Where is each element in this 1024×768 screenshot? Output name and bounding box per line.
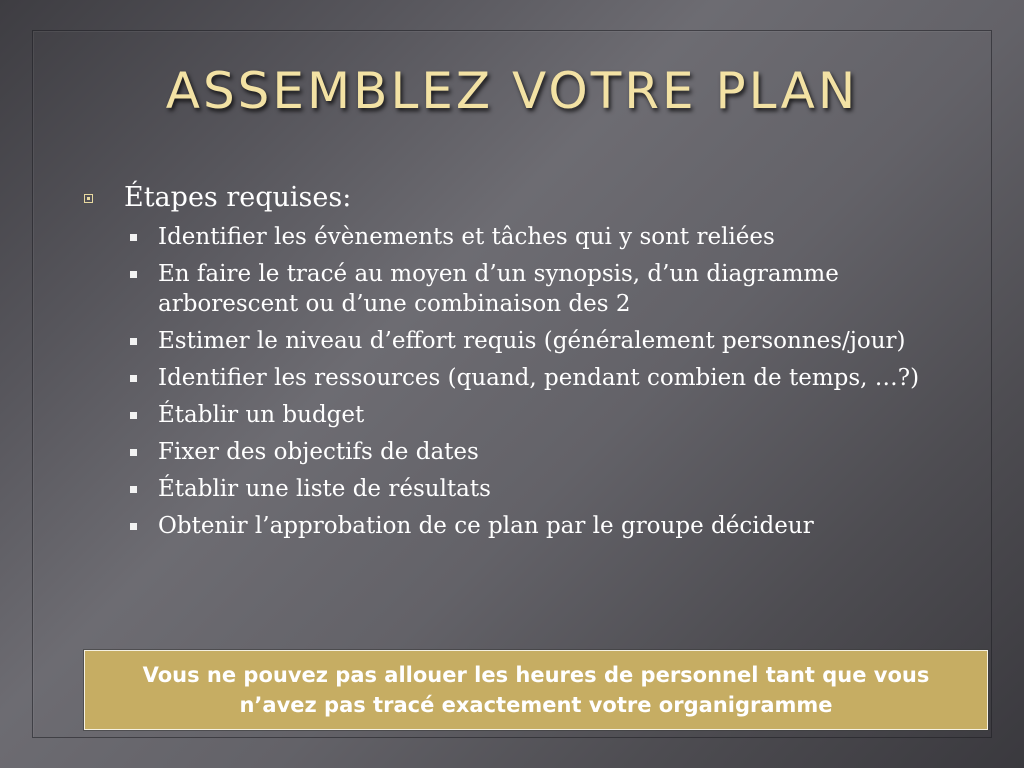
step-item	[158, 400, 940, 430]
step-text: Fixer des objectifs de dates	[158, 439, 479, 465]
bullet-icon	[130, 449, 137, 456]
notice-text: Vous ne pouvez pas allouer les heures de personnel tant que vous n’avez pas tracé exactement votre organigramme	[142, 663, 930, 717]
step-text: Établir une liste de résultats	[158, 476, 491, 502]
step-item	[158, 363, 940, 393]
notice-box	[84, 650, 988, 730]
bullet-icon	[130, 375, 137, 382]
step-item	[158, 511, 940, 541]
step-text: Identifier les ressources (quand, pendant combien de temps, …?)	[158, 365, 920, 391]
step-item	[158, 259, 940, 319]
square-bullet-icon	[84, 194, 93, 203]
step-text: Obtenir l’approbation de ce plan par le groupe décideur	[158, 513, 814, 539]
step-text: Identifier les évènements et tâches qui y sont reliées	[158, 224, 775, 250]
step-item	[158, 437, 940, 467]
bullet-icon	[130, 338, 137, 345]
step-text: Estimer le niveau d’effort requis (généralement personnes/jour)	[158, 328, 906, 354]
bullet-icon	[130, 486, 137, 493]
step-item	[158, 222, 940, 252]
steps-list	[80, 222, 940, 541]
slide-content	[80, 180, 940, 548]
step-item	[158, 474, 940, 504]
bullet-icon	[130, 412, 137, 419]
step-text: En faire le tracé au moyen d’un synopsis, d’un diagramme arborescent ou d’une combinaison des 2	[158, 261, 839, 317]
bullet-icon	[130, 271, 137, 278]
bullet-icon	[130, 234, 137, 241]
step-text: Établir un budget	[158, 402, 365, 428]
bullet-icon	[130, 523, 137, 530]
main-point-text: Étapes requises:	[124, 182, 352, 213]
step-item	[158, 326, 940, 356]
main-point	[80, 180, 940, 216]
slide-title: ASSEMBLEZ VOTRE PLAN	[165, 62, 859, 120]
